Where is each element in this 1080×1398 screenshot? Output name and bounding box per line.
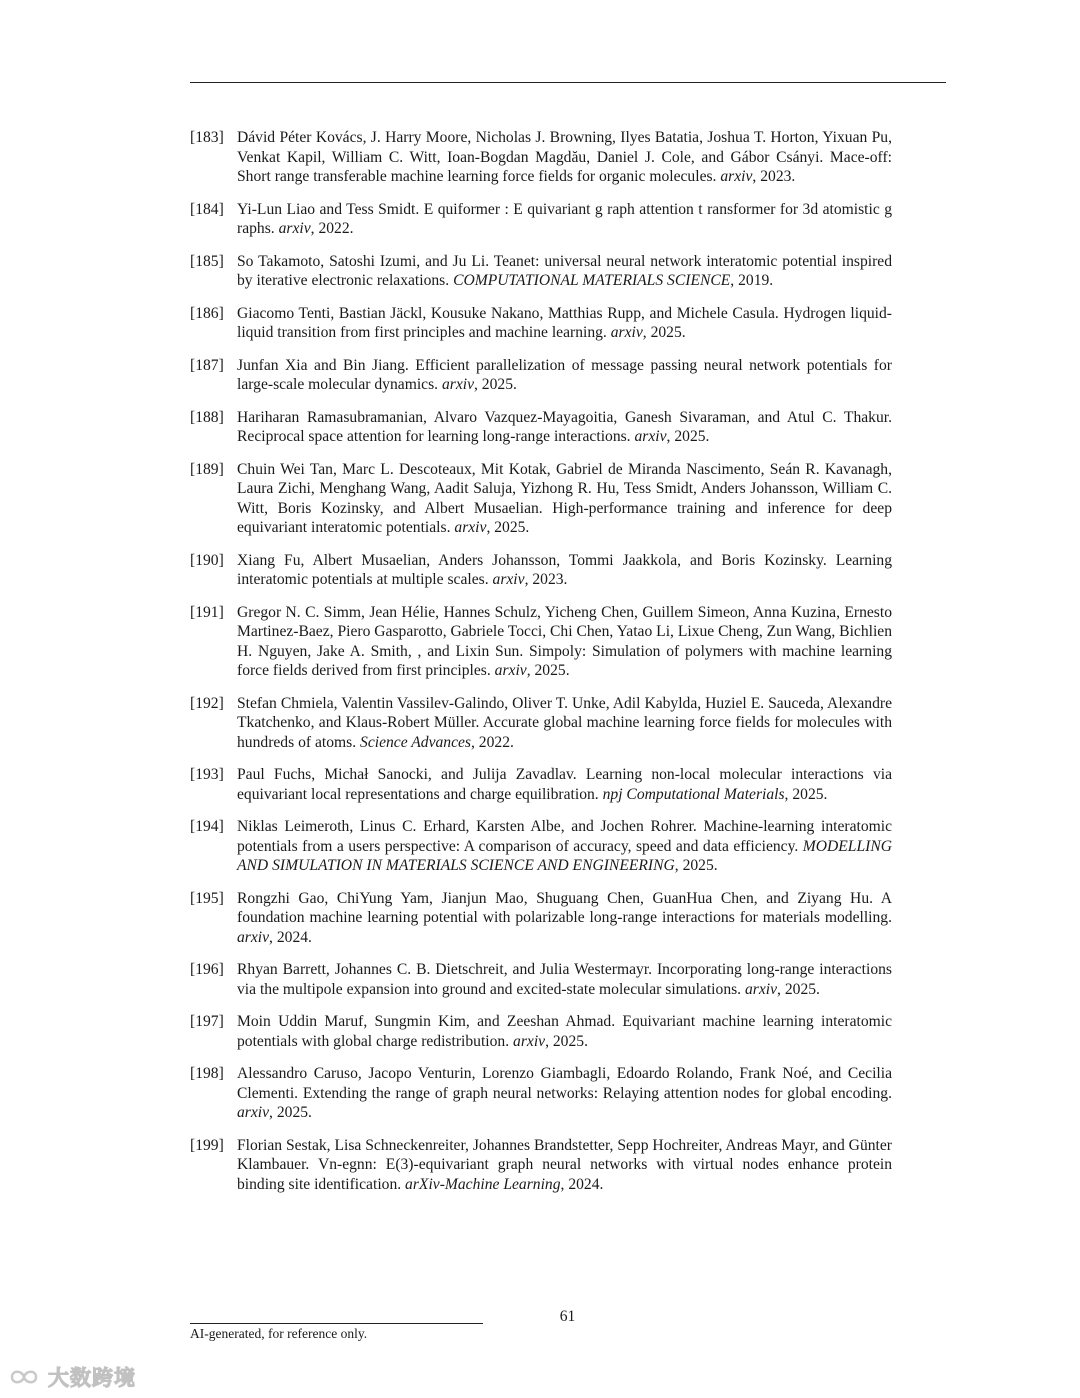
reference-year: , 2025. [642, 324, 686, 341]
reference-year: , 2022. [471, 733, 514, 751]
reference-item [190, 460, 892, 538]
reference-number: [194] [190, 818, 224, 835]
reference-list [190, 128, 892, 1207]
reference-number: [186] [190, 304, 224, 322]
reference-venue: arxiv [237, 928, 270, 946]
reference-number: [198] [190, 1065, 224, 1082]
reference-body [237, 408, 892, 447]
reference-venue: MODELLING AND SIMULATION IN MATERIALS SCIENCE AND ENGINEERING [237, 837, 892, 874]
reference-text: Dávid Péter Kovács, J. Harry Moore, Nicholas J. Browning, Ilyes Batatia, Joshua T. Horton, Yixuan Pu, Venkat Kapil, William C. Witt, Ioan-Bogdan Magdău, Daniel J. Cole, and Gábor Csányi. Mace-off: Short range transferable machine learning force fields for organic molecules. [237, 129, 892, 185]
reference-venue: arxiv [745, 980, 778, 998]
reference-text: Yi-Lun Liao and Tess Smidt. E quiformer : E quivariant g raph attention t ransformer for 3d atomistic g raphs. [237, 200, 892, 237]
reference-venue: Science Advances [360, 733, 471, 751]
reference-text: Niklas Leimeroth, Linus C. Erhard, Karsten Albe, and Jochen Rohrer. Machine-learning interatomic potentials from a users perspective: A comparison of accuracy, speed and data efficiency. [237, 818, 892, 855]
reference-number: [188] [190, 408, 224, 426]
reference-item [190, 1136, 892, 1195]
reference-body [237, 1012, 892, 1051]
reference-item [190, 551, 892, 590]
reference-number: [183] [190, 129, 224, 146]
reference-venue: COMPUTATIONAL MATERIALS SCIENCE [453, 272, 731, 289]
reference-venue: arxiv [634, 428, 667, 445]
reference-item [190, 304, 892, 343]
reference-number: [196] [190, 961, 224, 978]
reference-number: [199] [190, 1136, 224, 1154]
reference-text: Hariharan Ramasubramanian, Alvaro Vazquez-Mayagoitia, Ganesh Sivaraman, and Atul C. Thakur. Reciprocal space attention for learning long-range interactions. [237, 408, 892, 445]
reference-text: So Takamoto, Satoshi Izumi, and Ju Li. Teanet: universal neural network interatomic potential inspired by iterative electronic relaxations. [237, 252, 892, 289]
reference-text: Gregor N. C. Simm, Jean Hélie, Hannes Schulz, Yicheng Chen, Guillem Simeon, Anna Kuzina, Ernesto Martinez-Baez, Piero Gasparotto, Gabriele Tocci, Chi Chen, Yatao Li, Lixue Cheng, Zun Wang, Bichlien H. Nguyen, Jake A. Smith, , and Lixin Sun. Simpoly: Simulation of polymers with machine learning force fields derived from first principles. [237, 603, 892, 679]
page-number: 61 [559, 1308, 576, 1325]
reference-text: Stefan Chmiela, Valentin Vassilev-Galindo, Oliver T. Unke, Adil Kabylda, Huziel E. Sauceda, Alexandre Tkatchenko, and Klaus-Robert Müller. Accurate global machine learning force fields for molecules with hundreds of atoms. [237, 694, 892, 751]
reference-year: , 2025. [784, 785, 828, 803]
infinity-logo-icon [4, 1364, 44, 1390]
reference-item [190, 1064, 892, 1123]
reference-text: Paul Fuchs, Michał Sanocki, and Julija Zavadlav. Learning non-local molecular interactions via equivariant local representations and charge equilibration. [237, 766, 892, 803]
reference-year: , 2025. [545, 1032, 588, 1050]
reference-body [237, 551, 892, 590]
reference-year: , 2023. [752, 168, 796, 185]
reference-body [237, 603, 892, 681]
reference-body [237, 356, 892, 395]
reference-text: Florian Sestak, Lisa Schneckenreiter, Johannes Brandstetter, Sepp Hochreiter, Andreas Mayr, and Günter Klambauer. Vn-egnn: E(3)-equivariant graph neural networks with virtual nodes enhance protein binding site identification. [237, 1136, 892, 1193]
reference-body [237, 252, 892, 291]
reference-body [237, 765, 892, 804]
reference-body [237, 1064, 892, 1123]
footnote: AI-generated, for reference only. [190, 1326, 368, 1341]
reference-body [237, 960, 892, 999]
reference-item [190, 408, 892, 447]
reference-venue: arxiv [441, 376, 474, 393]
reference-year: , 2023. [524, 571, 568, 588]
reference-item [190, 765, 892, 804]
reference-text: Chuin Wei Tan, Marc L. Descoteaux, Mit Kotak, Gabriel de Miranda Nascimento, Seán R. Kavanagh, Laura Zichi, Menghang Wang, Aadit Saluja, Yizhong R. Hu, Tess Smidt, Anders Johansson, William C. Witt, Boris Kozinsky, and Albert Musaelian. High-performance training and inference for deep equivariant interatomic potentials. [237, 460, 892, 536]
footnote-rule [190, 1323, 483, 1324]
reference-item [190, 1012, 892, 1051]
reference-year: , 2025. [777, 980, 820, 998]
reference-venue: arxiv [237, 1104, 270, 1121]
header-rule [190, 82, 946, 83]
reference-text: Rhyan Barrett, Johannes C. B. Dietschreit, and Julia Westermayr. Incorporating long-range interactions via the multipole expansion into ground and excited-state molecular simulations. [237, 961, 892, 998]
reference-body [237, 460, 892, 538]
reference-number: [184] [190, 200, 224, 218]
reference-year: , 2019. [730, 272, 774, 289]
reference-venue: npj Computational Materials [602, 785, 785, 803]
reference-venue: arxiv [494, 662, 527, 679]
reference-venue: arxiv [492, 571, 525, 588]
reference-body [237, 694, 892, 753]
reference-year: , 2025. [666, 428, 710, 445]
reference-number: [193] [190, 766, 224, 783]
reference-venue: arxiv [278, 220, 311, 237]
reference-year: , 2025. [269, 1104, 312, 1121]
reference-number: [189] [190, 460, 224, 478]
reference-text: Moin Uddin Maruf, Sungmin Kim, and Zeeshan Ahmad. Equivariant machine learning interatomic potentials with global charge redistribution. [237, 1013, 892, 1050]
reference-year: , 2025. [474, 376, 517, 393]
reference-year: , 2025. [486, 519, 530, 536]
reference-body [237, 889, 892, 948]
reference-body [237, 200, 892, 239]
reference-text: Giacomo Tenti, Bastian Jäckl, Kousuke Nakano, Matthias Rupp, and Michele Casula. Hydrogen liquid-liquid transition from first principles and machine learning. [237, 304, 892, 341]
reference-venue: arxiv [610, 324, 643, 341]
reference-text: Rongzhi Gao, ChiYung Yam, Jianjun Mao, Shuguang Chen, GuanHua Chen, and Ziyang Hu. A foundation machine learning potential with polarizable long-range interactions for materials modelling. [237, 889, 892, 926]
reference-number: [197] [190, 1013, 224, 1030]
watermark-text: 大数跨境 [48, 1366, 136, 1390]
reference-item [190, 889, 892, 948]
reference-text: Junfan Xia and Bin Jiang. Efficient parallelization of message passing neural network potentials for large-scale molecular dynamics. [237, 356, 892, 393]
reference-number: [195] [190, 889, 224, 907]
reference-item [190, 356, 892, 395]
reference-item [190, 960, 892, 999]
reference-year: , 2024. [269, 928, 312, 946]
reference-item [190, 603, 892, 681]
reference-number: [187] [190, 356, 224, 374]
reference-item [190, 817, 892, 876]
reference-venue: arxiv [720, 168, 753, 185]
reference-venue: arxiv [513, 1032, 546, 1050]
reference-body [237, 304, 892, 343]
reference-text: Alessandro Caruso, Jacopo Venturin, Lorenzo Giambagli, Edoardo Rolando, Frank Noé, and Cecilia Clementi. Extending the range of graph neural networks: Relaying attention nodes for global encoding. [237, 1065, 892, 1102]
reference-venue: arXiv-Machine Learning [405, 1175, 561, 1193]
reference-venue: arxiv [454, 519, 487, 536]
reference-item [190, 694, 892, 753]
reference-item [190, 252, 892, 291]
reference-item [190, 200, 892, 239]
reference-number: [190] [190, 551, 224, 569]
watermark [4, 1362, 136, 1392]
reference-body [237, 817, 892, 876]
reference-number: [191] [190, 603, 224, 621]
reference-number: [192] [190, 694, 224, 712]
reference-year: , 2025. [674, 857, 718, 874]
reference-year: , 2022. [310, 220, 354, 237]
reference-number: [185] [190, 252, 224, 270]
reference-year: , 2024. [560, 1175, 604, 1193]
reference-body [237, 1136, 892, 1195]
reference-item [190, 128, 892, 187]
reference-body [237, 128, 892, 187]
reference-text: Xiang Fu, Albert Musaelian, Anders Johansson, Tommi Jaakkola, and Boris Kozinsky. Learning interatomic potentials at multiple scales. [237, 551, 892, 588]
reference-year: , 2025. [526, 662, 570, 679]
